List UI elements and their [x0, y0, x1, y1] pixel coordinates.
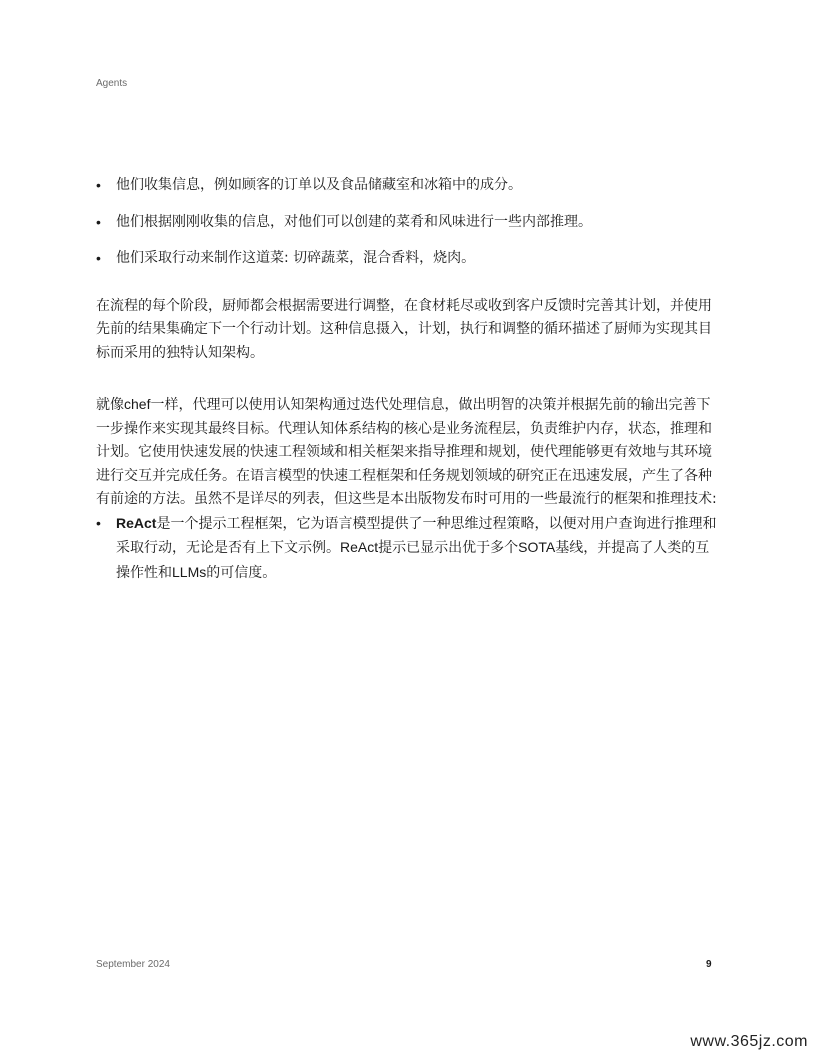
- term-react: ReAct: [116, 514, 157, 531]
- term-react-2: ReAct: [340, 539, 379, 555]
- chef-steps-list: [96, 174, 720, 271]
- paragraph-prefix: 就像: [96, 397, 124, 413]
- list-item-react: [96, 512, 720, 586]
- page-body: [96, 174, 720, 585]
- list-item: • 他们收集信息，例如顾客的订单以及食品储藏室和冰箱中的成分。: [96, 174, 720, 198]
- footer-date: September 2024: [96, 959, 170, 970]
- paragraph-chef-adjust: 在流程的每个阶段，厨师都会根据需要进行调整，在食材耗尽或收到客户反馈时完善其计划，并使用先前的结果集确定下一个行动计划。这种信息摄入，计划，执行和调整的循环描述了厨师为实现其目标而采用的独特认知架构。: [96, 297, 712, 361]
- term-sota: SOTA: [518, 539, 556, 555]
- react-text-3: 基线，并提高了人类的互操作性和: [116, 540, 710, 581]
- page-number: 9: [706, 959, 712, 970]
- paragraph-agent-architecture: [96, 393, 720, 512]
- paragraph-rest: 一样，代理可以使用认知架构通过迭代处理信息，做出明智的决策并根据先前的输出完善下一步操作来实现其最终目标。代理认知体系结构的核心是业务流程层，负责维护内存，状态，推理和计划。它使用快速发展的快速工程领域和相关框架来指导推理和规划，使代理能够更有效地与其环境进行交互并完成任务。在语言模型的快速工程框架和任务规划领域的研究正在迅速发展，产生了各种有前途的方法。虽然不是详尽的列表，但这些是本出版物发布时可用的一些最流行的框架和推理技术:: [96, 397, 717, 507]
- react-text-4: 的可信度。: [206, 564, 277, 581]
- list-item: • 他们采取行动来制作这道菜: 切碎蔬菜，混合香料，烧肉。: [96, 247, 720, 271]
- term-llms: LLMs: [172, 563, 207, 580]
- react-description: 是一个提示工程框架，它为语言模型提供了一种思维过程策略，以便对用户查询进行推理和采取行动，无论是否有上下文示例。: [116, 515, 717, 556]
- running-header: Agents: [96, 78, 128, 89]
- list-item: • 他们根据刚刚收集的信息，对他们可以创建的菜肴和风味进行一些内部推理。: [96, 211, 720, 235]
- watermark: www.365jz.com: [690, 1033, 808, 1050]
- framework-list: [96, 512, 720, 586]
- react-text-2: 提示已显示出优于多个: [378, 540, 519, 556]
- term-chef: chef: [124, 396, 151, 412]
